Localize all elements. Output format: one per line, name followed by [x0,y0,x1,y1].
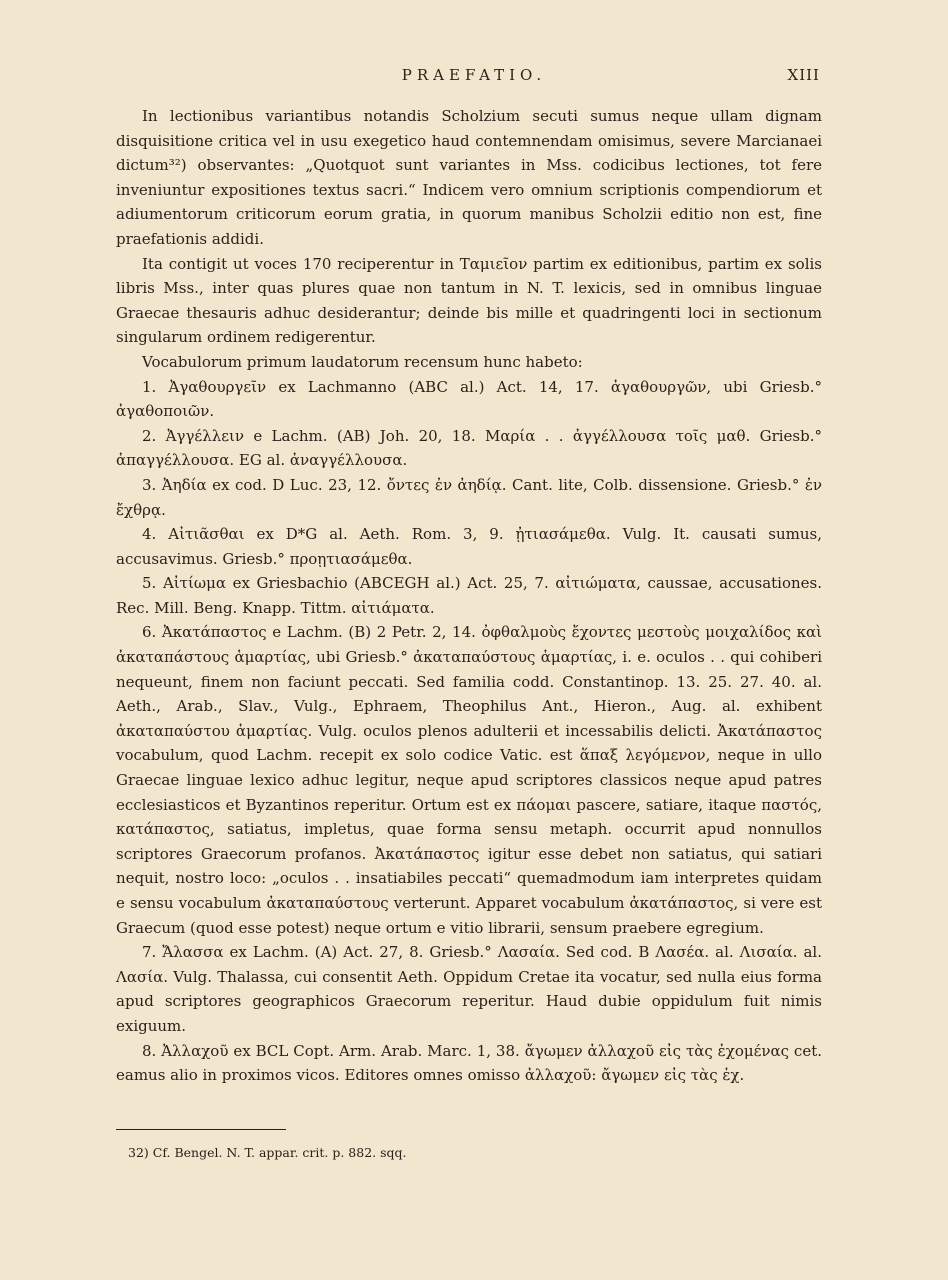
paragraph-recensum: Vocabulorum primum laudatorum recensum hunc habeto: [142,352,583,371]
entry-6: 6. Ἀκατάπαστος e Lachm. (B) 2 Petr. 2, 14. ὀφθαλμοὺς ἔχοντες μεστοὺς μοιχαλίδος καὶ ἀκαταπάστους ἁμαρτίας, ubi Griesb.° ἀκαταπαύστους ἁμαρτίας, i. e. oculos . . qui cohiberi nequeunt, finem non faciunt peccati. Sed familia codd. Constantinop. 13. 25. 27. 40. al. Aeth., Arab., Slav., Vulg., Ephraem, Theophilus Ant., Hieron., Aug. al. exhibent ἀκαταπαύστου ἁμαρτίας. Vulg. oculos plenos adulterii et incessabilis delicti. Ἀκατάπαστος vocabulum, quod Lachm. recepit ex solo codice Vatic. est ἅπαξ λεγόμενον, neque in ullo Graecae linguae lexico adhuc legitur, neque apud scriptores classicos neque apud patres ecclesiasticos et Byzantinos reperitur. Ortum est ex πάομαι pascere, satiare, itaque παστός, κατάπαστος, satiatus, impletus, quae forma sensu metaph. occurrit apud nonnullos scriptores Graecorum profanos. Ἀκατάπαστος igitur esse debet non satiatus, qui satiari nequit, nostro loco: „oculos . . insatiabiles peccati“ quemadmodum iam interpretes quidam e sensu vocabulum ἀκαταπαύστους verterunt. Apparet vocabulum ἀκατάπαστος, si vere est Graecum (quod esse potest) neque ortum e vitio librarii, sensum praebere egregium. [116,623,822,937]
entry-7: 7. Ἄλασσα ex Lachm. (A) Act. 27, 8. Griesb.° Λασαία. Sed cod. B Λασέα. al. Λισαία. al. Λασία. Vulg. Thalassa, cui consentit Aeth. Oppidum Cretae ita vocatur, sed nulla eius forma apud scriptores geographicos Graecorum reperitur. Haud dubie oppidulum fuit nimis exiguum. [116,943,822,1035]
footnote: 32) Cf. Bengel. N. T. appar. crit. p. 882. sqq. [128,1145,407,1160]
entry-4: 4. Αἰτιᾶσθαι ex D*G al. Aeth. Rom. 3, 9. ᾐτιασάμεθα. Vulg. It. causati sumus, accusavimus. Griesb.° προῃτιασάμεθα. [116,525,822,568]
entry-2: 2. Ἀγγέλλειν e Lachm. (AB) Joh. 20, 18. Μαρία . . ἀγγέλλουσα τοῖς μαθ. Griesb.° ἀπαγγέλλουσα. EG al. ἀναγγέλλουσα. [116,426,822,470]
footnote-divider [116,1129,286,1130]
body-text [116,104,822,1088]
paragraph-lectiones: In lectionibus variantibus notandis Scholzium secuti sumus neque ullam dignam disquisitione critica vel in usu exegetico haud contemnendam omisimus, severe Marcianaei dictum³²) observantes: „Quotquot sunt variantes in Mss. codicibus lectiones, tot fere inveniuntur expositiones textus sacri.“ Indicem vero omnium scriptionis compendiorum et adiumentorum criticorum eorum gratia, in quorum manibus Scholzii editio non est, fine praefationis addidi. [116,107,822,248]
running-head-title: PRAEFATIO. [401,66,547,84]
running-head [0,62,948,92]
page-number: XIII [787,66,820,84]
entry-8: 8. Ἀλλαχοῦ ex BCL Copt. Arm. Arab. Marc. 1, 38. ἄγωμεν ἀλλαχοῦ εἰς τὰς ἐχομένας cet. eamus alio in proximos vicos. Editores omnes omisso ἀλλαχοῦ: ἄγωμεν εἰς τὰς ἐχ. [116,1041,822,1085]
entry-1: 1. Ἀγαθουργεῖν ex Lachmanno (ABC al.) Act. 14, 17. ἀγαθουργῶν, ubi Griesb.° ἀγαθοποιῶν. [116,377,822,421]
paragraph-voces: Ita contigit ut voces 170 reciperentur in Ταμιεῖον partim ex editionibus, partim ex solis libris Mss., inter quas plures quae non tantum in N. T. lexicis, sed in omnibus linguae Graecae thesauris adhuc desiderantur; deinde bis mille et quadringenti loci in sectionum singularum ordinem redigerentur. [116,254,822,347]
entry-5: 5. Αἰτίωμα ex Griesbachio (ABCEGH al.) Act. 25, 7. αἰτιώματα, caussae, accusationes. Rec. Mill. Beng. Knapp. Tittm. αἰτιάματα. [116,574,822,617]
entry-3: 3. Ἀηδία ex cod. D Luc. 23, 12. ὄντες ἐν ἀηδίᾳ. Cant. lite, Colb. dissensione. Griesb.° ἐν ἔχθρᾳ. [116,475,822,519]
